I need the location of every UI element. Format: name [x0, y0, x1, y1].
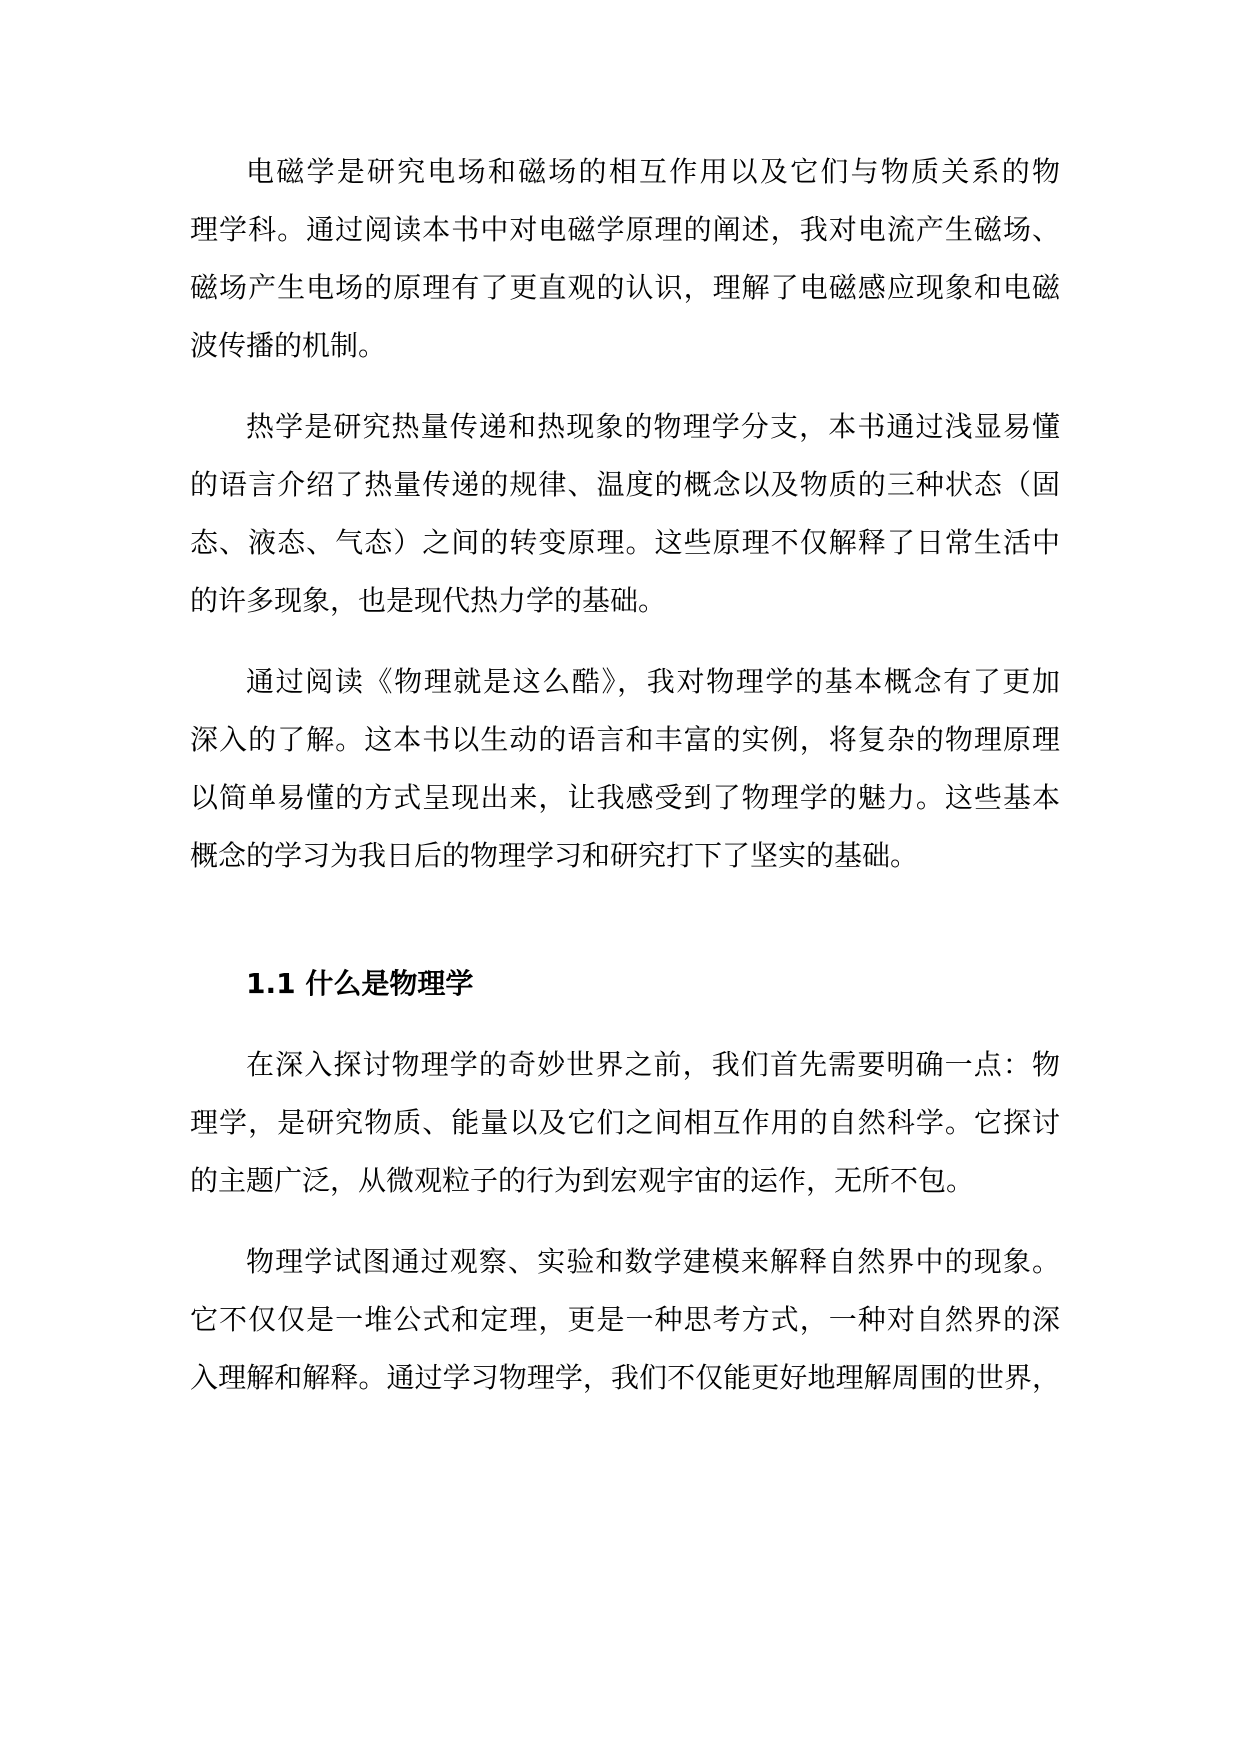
paragraph-line: 理学科。通过阅读本书中对电磁学原理的阐述，我对电流产生磁场、 — [190, 213, 1060, 246]
paragraph-line: 入理解和解释。通过学习物理学，我们不仅能更好地理解周围的世界， — [190, 1361, 1060, 1394]
paragraph — [190, 1036, 1060, 1210]
paragraphs-bottom — [190, 1036, 1060, 1407]
section-heading: 1.1 什么是物理学 — [246, 967, 474, 1000]
paragraph-line: 深入的了解。这本书以生动的语言和丰富的实例，将复杂的物理原理 — [190, 723, 1060, 756]
paragraph-line: 态、液态、气态）之间的转变原理。这些原理不仅解释了日常生活中 — [190, 526, 1060, 559]
paragraphs-top — [190, 143, 1060, 885]
paragraph — [190, 398, 1060, 630]
paragraph-line: 在深入探讨物理学的奇妙世界之前，我们首先需要明确一点：物 — [246, 1048, 1060, 1081]
paragraph-line: 热学是研究热量传递和热现象的物理学分支，本书通过浅显易懂 — [246, 410, 1060, 443]
paragraph-line: 通过阅读《物理就是这么酷》，我对物理学的基本概念有了更加 — [246, 665, 1060, 698]
document-page — [190, 143, 1060, 1430]
paragraph-line: 它不仅仅是一堆公式和定理，更是一种思考方式，一种对自然界的深 — [190, 1303, 1060, 1336]
paragraph-line: 概念的学习为我日后的物理学习和研究打下了坚实的基础。 — [190, 839, 919, 872]
paragraph — [190, 1233, 1060, 1407]
paragraph — [190, 143, 1060, 375]
paragraph-line: 的语言介绍了热量传递的规律、温度的概念以及物质的三种状态（固 — [190, 468, 1060, 501]
paragraph-line: 的主题广泛，从微观粒子的行为到宏观宇宙的运作，无所不包。 — [190, 1164, 975, 1197]
paragraph-line: 波传播的机制。 — [190, 329, 387, 362]
paragraph — [190, 653, 1060, 885]
paragraph-line: 物理学试图通过观察、实验和数学建模来解释自然界中的现象。 — [246, 1245, 1060, 1278]
paragraph-line: 的许多现象，也是现代热力学的基础。 — [190, 584, 667, 617]
paragraph-line: 电磁学是研究电场和磁场的相互作用以及它们与物质关系的物 — [246, 155, 1060, 188]
paragraph-line: 磁场产生电场的原理有了更直观的认识，理解了电磁感应现象和电磁 — [190, 271, 1060, 304]
paragraph-line: 理学，是研究物质、能量以及它们之间相互作用的自然科学。它探讨 — [190, 1106, 1060, 1139]
paragraph-line: 以简单易懂的方式呈现出来，让我感受到了物理学的魅力。这些基本 — [190, 781, 1060, 814]
